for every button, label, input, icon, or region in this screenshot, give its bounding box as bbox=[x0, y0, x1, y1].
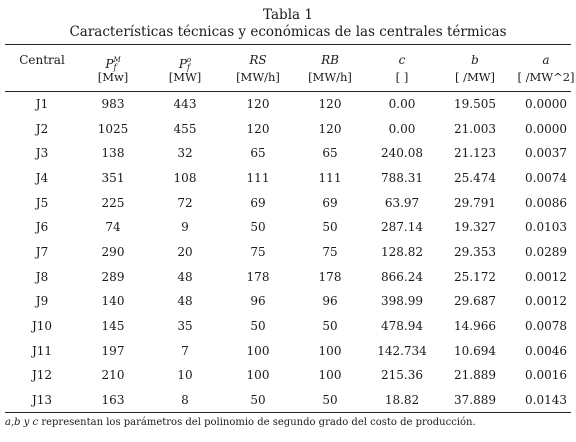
table-cell-rs: 120 bbox=[246, 121, 270, 136]
table-cell-a: 0.0289 bbox=[525, 244, 567, 259]
table-cell-b: 29.791 bbox=[454, 195, 496, 210]
table-cell-p-min: 72 bbox=[177, 195, 193, 210]
footnote-text: representan los parámetros del polinomio de segundo grado del costo de producción. bbox=[38, 417, 476, 428]
table-cell-rb: 178 bbox=[318, 269, 342, 284]
bottom-rule bbox=[5, 412, 571, 413]
table-cell-b: 10.694 bbox=[454, 343, 496, 358]
table-cell-central: J10 bbox=[31, 318, 53, 333]
table-cell-rs: 111 bbox=[246, 170, 270, 185]
table-cell-rs: 50 bbox=[250, 392, 266, 407]
table-cell-rs: 100 bbox=[246, 343, 270, 358]
table-cell-p-max: 983 bbox=[101, 97, 125, 111]
table-cell-c: 398.99 bbox=[381, 294, 423, 309]
table-cell-b: 21.003 bbox=[454, 121, 496, 136]
table-cell-b: 21.889 bbox=[454, 368, 496, 383]
table-cell-b: 25.474 bbox=[454, 170, 496, 185]
table-cell-p-min: 8 bbox=[181, 392, 189, 407]
table-cell-rs: 100 bbox=[246, 368, 270, 383]
table-cell-c: 0.00 bbox=[388, 121, 416, 136]
table-cell-p-max: 138 bbox=[101, 146, 125, 161]
header-rb: RB bbox=[321, 53, 339, 67]
table-cell-c: 866.24 bbox=[381, 269, 423, 284]
table-cell-central: J8 bbox=[35, 269, 49, 284]
table-cell-a: 0.0000 bbox=[525, 97, 567, 111]
table-cell-central: J1 bbox=[35, 97, 49, 111]
table-cell-p-max: 351 bbox=[101, 170, 125, 185]
table-cell-p-max: 163 bbox=[101, 392, 125, 407]
table-cell-p-max: 197 bbox=[101, 343, 125, 358]
table-cell-c: 287.14 bbox=[381, 220, 423, 235]
table-cell-c: 478.94 bbox=[381, 318, 423, 333]
table-cell-b: 37.889 bbox=[454, 392, 496, 407]
table-cell-rb: 50 bbox=[322, 318, 338, 333]
header-p-min: $P_f^o$ bbox=[178, 56, 192, 72]
table-cell-p-max: 225 bbox=[101, 195, 125, 210]
table-cell-c: 142.734 bbox=[377, 343, 427, 358]
header-b: b bbox=[471, 53, 479, 67]
table-cell-p-min: 35 bbox=[177, 318, 193, 333]
table-cell-a: 0.0012 bbox=[525, 294, 567, 309]
table-cell-c: 0.00 bbox=[388, 97, 416, 111]
table-cell-a: 0.0086 bbox=[525, 195, 567, 210]
table-cell-p-max: 140 bbox=[101, 294, 125, 309]
table-cell-rb: 50 bbox=[322, 220, 338, 235]
unit-p-max: [Mw] bbox=[97, 70, 129, 84]
table-cell-rb: 120 bbox=[318, 97, 342, 111]
table-cell-p-min: 48 bbox=[177, 294, 193, 309]
table-cell-central: J9 bbox=[35, 294, 49, 309]
table-cell-rs: 50 bbox=[250, 318, 266, 333]
table-cell-b: 19.505 bbox=[454, 97, 496, 111]
table-cell-central: J5 bbox=[35, 195, 49, 210]
table-cell-rs: 65 bbox=[250, 146, 266, 161]
table-cell-p-max: 289 bbox=[101, 269, 125, 284]
unit-b: [ /MW] bbox=[454, 70, 496, 84]
table-cell-b: 14.966 bbox=[454, 318, 496, 333]
table-cell-a: 0.0074 bbox=[525, 170, 567, 185]
table-cell-a: 0.0078 bbox=[525, 318, 567, 333]
table-cell-b: 21.123 bbox=[454, 146, 496, 161]
table-cell-c: 215.36 bbox=[381, 368, 423, 383]
table-cell-rb: 111 bbox=[318, 170, 342, 185]
table-cell-c: 240.08 bbox=[381, 146, 423, 161]
table-cell-b: 19.327 bbox=[454, 220, 496, 235]
table-cell-central: J6 bbox=[35, 220, 49, 235]
header-rs: RS bbox=[249, 53, 267, 67]
header-a: a bbox=[542, 53, 550, 67]
table-label: Tabla 1 bbox=[263, 7, 313, 23]
table-cell-central: J11 bbox=[31, 343, 53, 358]
table-cell-central: J4 bbox=[35, 170, 49, 185]
table-cell-b: 25.172 bbox=[454, 269, 496, 284]
header-p-max: $P_f^M$ bbox=[105, 56, 121, 72]
table-cell-rb: 50 bbox=[322, 392, 338, 407]
unit-c: [ ] bbox=[395, 70, 409, 84]
table-cell-p-max: 1025 bbox=[97, 121, 129, 136]
table-cell-b: 29.687 bbox=[454, 294, 496, 309]
table-cell-a: 0.0143 bbox=[525, 392, 567, 407]
table-cell-central: J12 bbox=[31, 368, 53, 383]
table-cell-rb: 100 bbox=[318, 368, 342, 383]
table-cell-rs: 120 bbox=[246, 97, 270, 111]
table-cell-p-max: 145 bbox=[101, 318, 125, 333]
table-cell-p-max: 74 bbox=[105, 220, 121, 235]
table-cell-p-max: 290 bbox=[101, 244, 125, 259]
table-cell-b: 29.353 bbox=[454, 244, 496, 259]
table-cell-p-max: 210 bbox=[101, 368, 125, 383]
table-cell-p-min: 455 bbox=[173, 121, 197, 136]
table-cell-p-min: 9 bbox=[181, 220, 189, 235]
table-cell-c: 128.82 bbox=[381, 244, 423, 259]
table-cell-p-min: 48 bbox=[177, 269, 193, 284]
table-cell-rb: 100 bbox=[318, 343, 342, 358]
top-rule bbox=[5, 44, 571, 45]
table-cell-c: 63.97 bbox=[384, 195, 420, 210]
table-cell-a: 0.0103 bbox=[525, 220, 567, 235]
table-cell-rs: 75 bbox=[250, 244, 266, 259]
unit-a: [ /MW^2] bbox=[517, 70, 575, 84]
table-cell-a: 0.0012 bbox=[525, 269, 567, 284]
footnote-variables: a,b y c bbox=[5, 417, 39, 428]
table-cell-rb: 120 bbox=[318, 121, 342, 136]
table-cell-a: 0.0037 bbox=[525, 146, 567, 161]
table-cell-p-min: 108 bbox=[173, 170, 197, 185]
table-cell-c: 788.31 bbox=[381, 170, 423, 185]
table-cell-a: 0.0016 bbox=[525, 368, 567, 383]
table-cell-p-min: 443 bbox=[173, 97, 197, 111]
table-cell-a: 0.0000 bbox=[525, 121, 567, 136]
table-cell-rb: 69 bbox=[322, 195, 338, 210]
header-central: Central bbox=[19, 53, 65, 67]
table-cell-rb: 65 bbox=[322, 146, 338, 161]
table-cell-rs: 178 bbox=[246, 269, 270, 284]
table-cell-central: J3 bbox=[35, 146, 49, 161]
table-cell-rs: 69 bbox=[250, 195, 266, 210]
unit-rs: [MW/h] bbox=[236, 70, 280, 84]
table-cell-rb: 96 bbox=[322, 294, 338, 309]
unit-p-min: [MW] bbox=[168, 70, 202, 84]
table-cell-central: J7 bbox=[35, 244, 49, 259]
table-cell-p-min: 10 bbox=[177, 368, 193, 383]
table-footnote bbox=[5, 417, 476, 429]
header-c: c bbox=[398, 53, 406, 67]
table-cell-rs: 96 bbox=[250, 294, 266, 309]
table-cell-rs: 50 bbox=[250, 220, 266, 235]
table-cell-p-min: 32 bbox=[177, 146, 193, 161]
header-rule bbox=[5, 91, 571, 92]
table-cell-p-min: 20 bbox=[177, 244, 193, 259]
table-cell-p-min: 7 bbox=[181, 343, 189, 358]
table-title: Características técnicas y económicas de las centrales térmicas bbox=[69, 24, 507, 40]
table-cell-a: 0.0046 bbox=[525, 343, 567, 358]
table-cell-rb: 75 bbox=[322, 244, 338, 259]
unit-rb: [MW/h] bbox=[308, 70, 352, 84]
table-cell-central: J2 bbox=[35, 121, 49, 136]
table-cell-central: J13 bbox=[31, 392, 53, 407]
table-cell-c: 18.82 bbox=[384, 392, 420, 407]
